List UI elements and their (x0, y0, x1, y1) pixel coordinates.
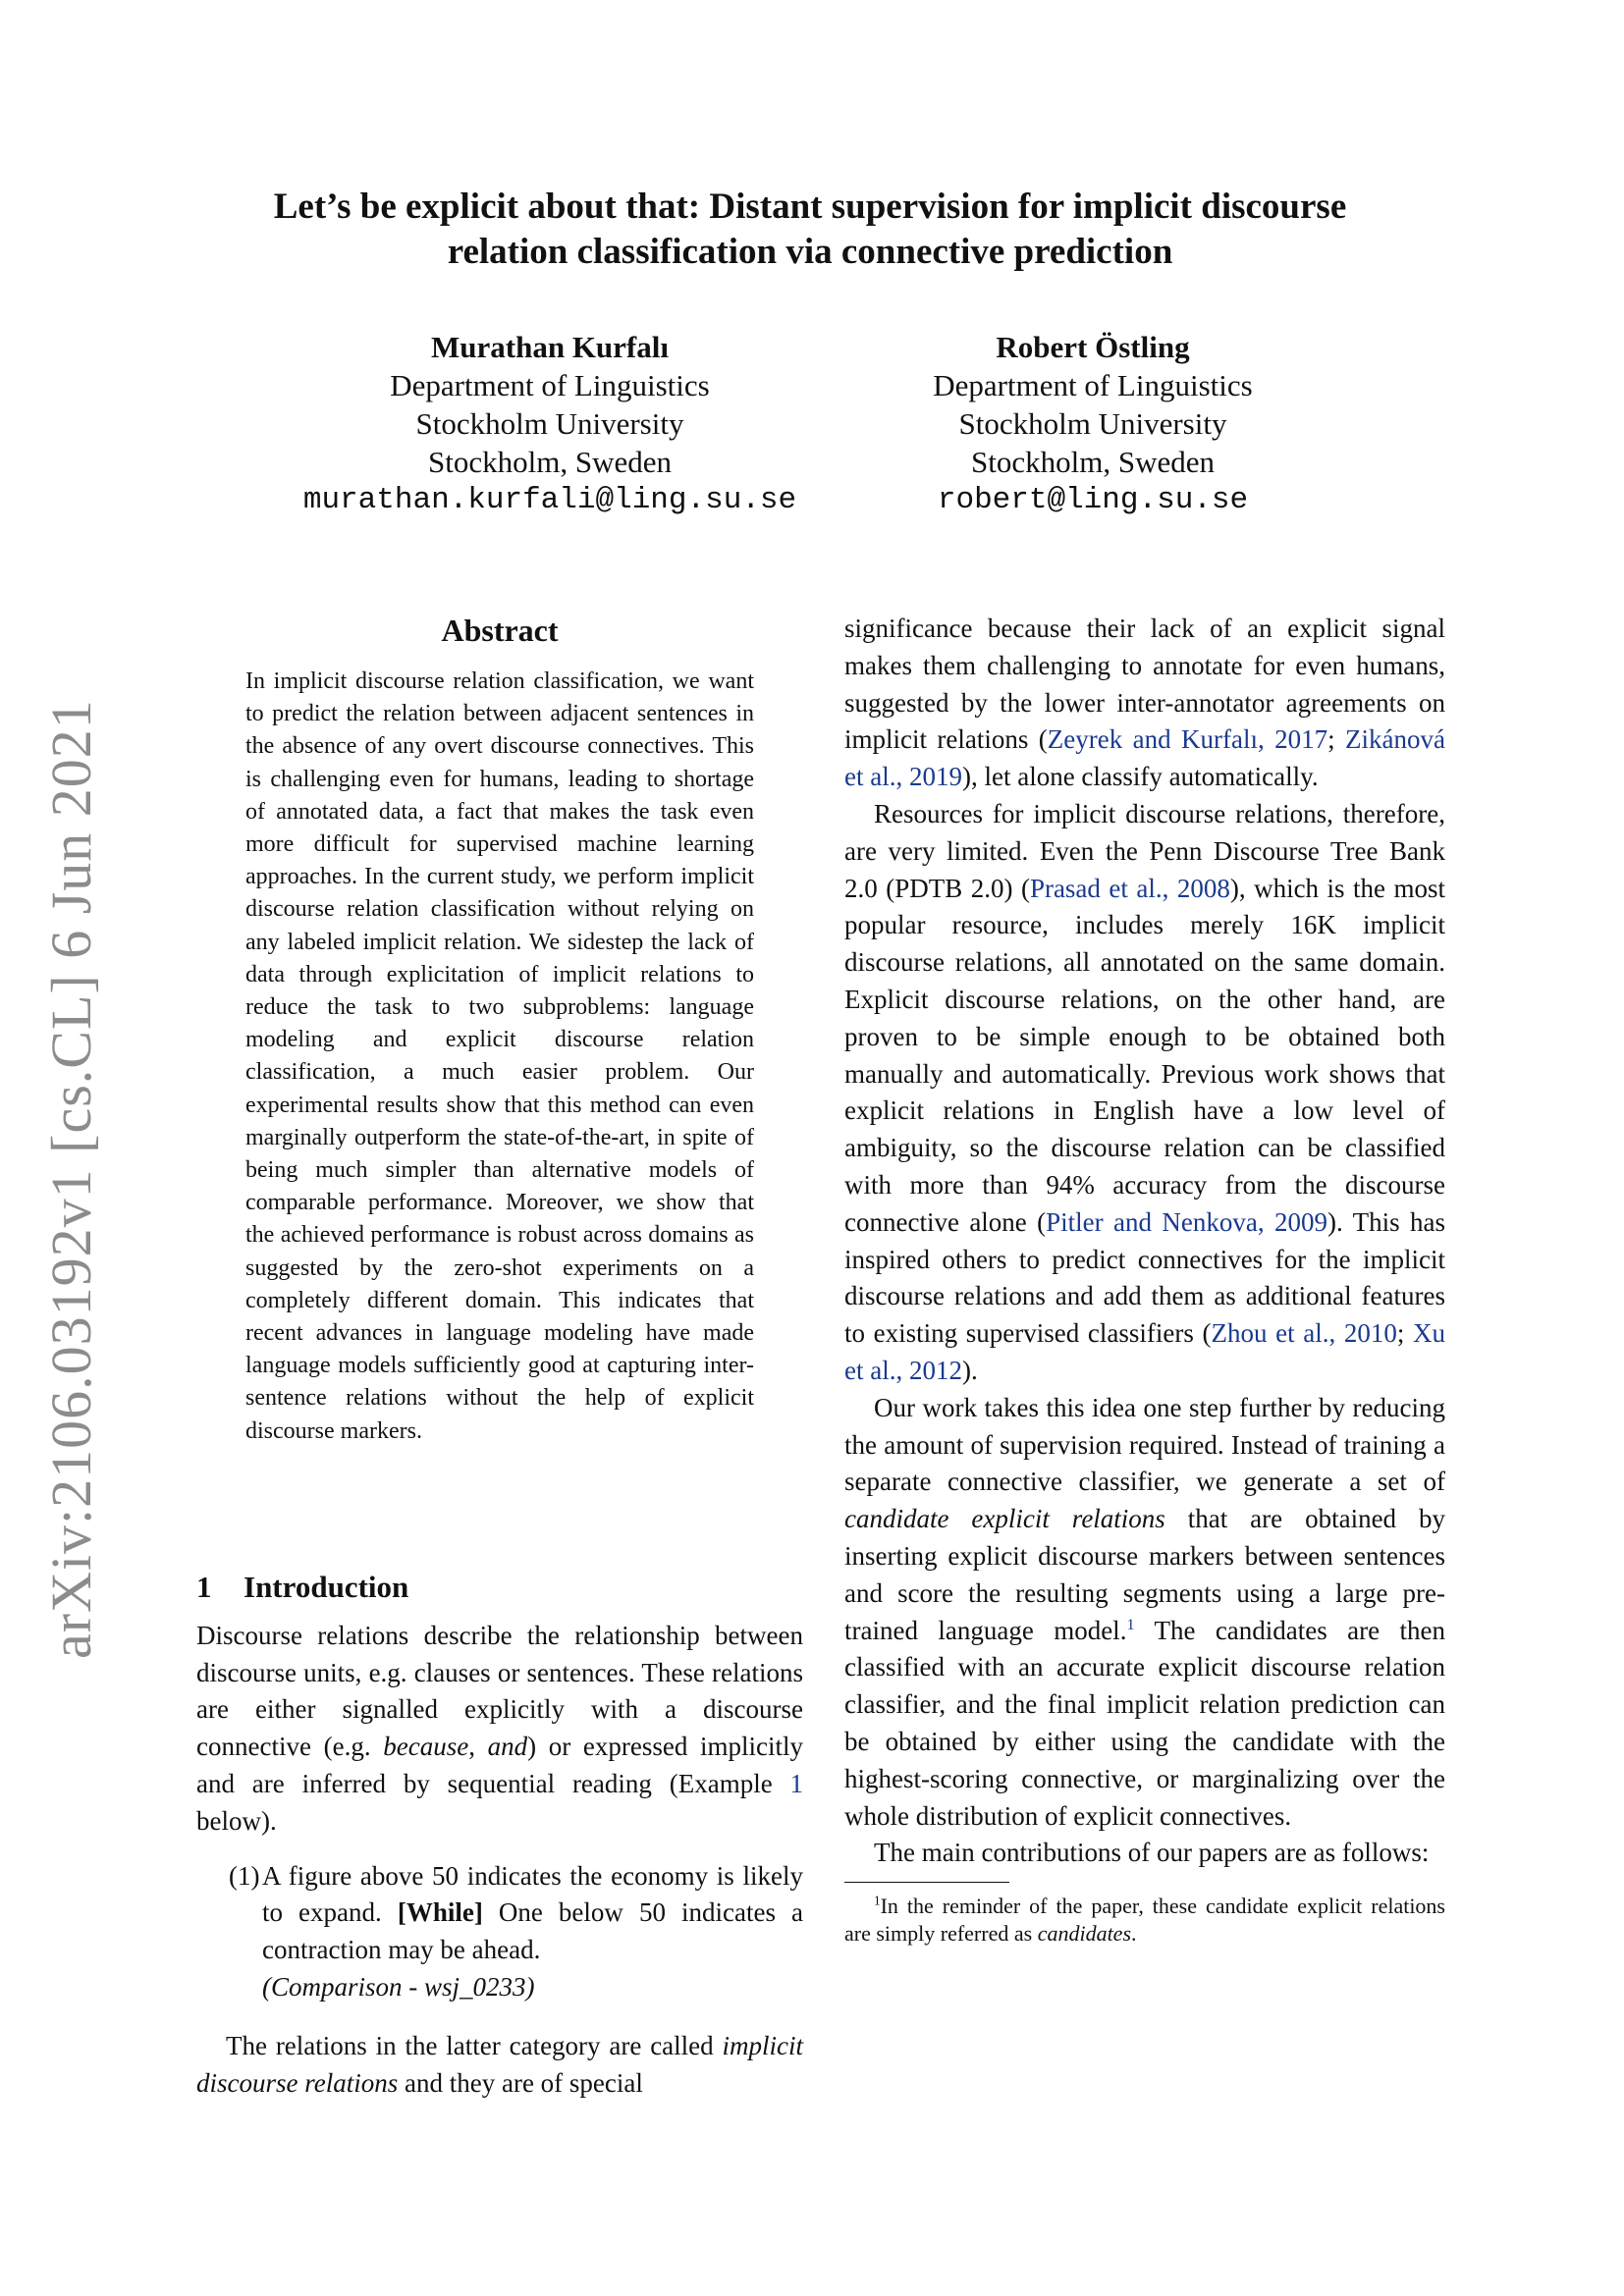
inserted-connective: [While] (397, 1897, 483, 1928)
text-run: The relations in the latter category are called (226, 2030, 723, 2060)
text-run: that are obtained by inserting explicit discourse markers between sentences and score the resulting segments using a large pre-trained language model. (844, 1504, 1445, 1645)
right-paragraph-4: The main contributions of our papers are as follows: (874, 1838, 1430, 1868)
example-number: (1) (229, 1860, 260, 1891)
author-block-1 (245, 328, 854, 519)
author-university: Stockholm University (415, 406, 684, 441)
intro-paragraph-2 (196, 2028, 803, 2103)
title-line-1: Let’s be explicit about that: Distant supervision for implicit discourse (273, 187, 1347, 227)
example-1 (196, 1858, 803, 2006)
citation-link[interactable]: Pitler and Nenkova, 2009 (1046, 1206, 1327, 1237)
section-number: 1 (196, 1570, 212, 1604)
author-department: Department of Linguistics (390, 368, 710, 402)
right-paragraph-1 (844, 611, 1445, 796)
text-run: ) or expressed implicitly and are inferred by sequential reading (Example (196, 1732, 804, 1798)
footnote-marker-link[interactable]: 1 (1126, 1615, 1135, 1633)
citation-link[interactable]: Zhou et al., 2010 (1211, 1318, 1397, 1349)
footnote-1 (844, 1893, 1445, 1948)
citation-link[interactable]: Zeyrek and Kurfalı, 2017 (1047, 724, 1328, 755)
citation-link[interactable]: Prasad et al., 2008 (1029, 873, 1230, 903)
text-run-italic: because (383, 1732, 469, 1762)
text-run: ). This has inspired others to predict connectives for the implicit discourse relations and add them as additional features to existing supervised classifiers ( (844, 1206, 1445, 1349)
section-heading-introduction (196, 1569, 803, 1606)
text-run: . (1131, 1921, 1137, 1947)
author-block-2 (788, 328, 1397, 519)
paper-title (177, 185, 1443, 275)
author-email[interactable]: murathan.kurfali@ling.su.se (302, 483, 797, 517)
example-source: (Comparison - wsj_0233) (262, 1971, 535, 2002)
text-run: ), which is the most popular resource, includes merely 16K implicit discourse relations, all annotated on the same domain. Explicit discourse relations, on the other hand, are proven to be simple enough to be obtained both manually and automatically. Previous work shows that explicit relations in English have a low level of ambiguity, so the discourse relation can be classified with more than 94% accuracy from the discourse connective alone ( (844, 873, 1445, 1237)
text-run: Discourse relations describe the relationship between discourse units, e.g. clauses or sentences. These relations are either signalled explicitly with a discourse connective (e.g. (196, 1620, 803, 1762)
text-run: A figure above 50 indicates the economy is likely to expand. (262, 1860, 803, 1928)
author-name: Robert Östling (996, 330, 1190, 364)
text-run: In the reminder of the paper, these candidate explicit relations are simply referred as (844, 1894, 1445, 1947)
text-run: below). (196, 1805, 277, 1836)
text-run: Resources for implicit discourse relations, therefore, are very limited. Even the Penn Discourse Tree Bank 2.0 (PDTB 2.0) ( (844, 798, 1445, 903)
section-title: Introduction (244, 1570, 409, 1604)
intro-paragraph-1 (196, 1618, 803, 1841)
citation-link[interactable]: Xu et al., 2012 (844, 1318, 1445, 1385)
text-run-italic: and (487, 1732, 528, 1762)
author-email[interactable]: robert@ling.su.se (937, 483, 1249, 517)
text-run: , (468, 1732, 488, 1762)
footnote-number: 1 (874, 1893, 881, 1908)
text-run: and they are of special (398, 2067, 643, 2098)
text-run: The candidates are then classified with an accurate explicit discourse relation classifier, and the final implicit relation prediction can be obtained by either using the candidate with the highest-scoring connective, or marginalizing over the whole distribution of explicit connectives. (844, 1615, 1445, 1831)
left-column (196, 1569, 803, 2102)
arxiv-identifier: arXiv:2106.03192v1 [cs.CL] 6 Jun 2021 (39, 699, 103, 1659)
author-department: Department of Linguistics (933, 368, 1253, 402)
text-run: ; (1327, 724, 1346, 755)
right-paragraph-3 (844, 1390, 1445, 1836)
text-run-italic: candidate explicit relations (844, 1504, 1165, 1534)
example-reference-link[interactable]: 1 (789, 1768, 803, 1798)
text-run: ). (961, 1355, 978, 1385)
abstract-text: In implicit discourse relation classification, we want to predict the relation between adjacent sentences in the absence of any overt discourse connectives. This is challenging even for humans, leading to shortage of annotated data, a fact that makes the task even more difficult for supervised machine learning approaches. In the current study, we perform implicit discourse relation classification without relying on any labeled implicit relation. We sidestep the lack of data through explicitation of implicit relations to reduce the task to two subproblems: language modeling and explicit discourse relation classification, a much easier problem. Our experimental results show that this method can even marginally outperform the state-of-the-art, in spite of being much simpler than alternative models of comparable performance. Moreover, we show that the achieved performance is robust across domains as suggested by the zero-shot experiments on a completely different domain. This indicates that recent advances in language modeling have made language models sufficiently good at capturing inter-sentence relations without the help of explicit discourse markers. (245, 668, 754, 1444)
footnote-divider (844, 1882, 1009, 1883)
author-name: Murathan Kurfalı (431, 330, 669, 364)
text-run: One below 50 indicates a contraction may be ahead. (262, 1897, 803, 1965)
abstract-heading: Abstract (441, 613, 559, 648)
example-body (262, 1858, 803, 2006)
author-location: Stockholm, Sweden (428, 445, 672, 479)
text-run-italic: implicit discourse relations (196, 2030, 803, 2098)
author-location: Stockholm, Sweden (971, 445, 1215, 479)
text-run: ; (1396, 1318, 1413, 1349)
right-column (844, 611, 1445, 1948)
right-paragraph-2 (844, 796, 1445, 1390)
title-line-2: relation classification via connective prediction (447, 232, 1173, 272)
text-run: ), let alone classify automatically. (961, 762, 1319, 792)
text-run-italic: candidates (1037, 1921, 1132, 1947)
author-university: Stockholm University (958, 406, 1227, 441)
citation-link[interactable]: Zikánová et al., 2019 (844, 724, 1445, 792)
text-run: significance because their lack of an explicit signal makes them challenging to annotate for even humans, suggested by the lower inter-annotator agreements on implicit relations ( (844, 614, 1445, 755)
text-run: Our work takes this idea one step further by reducing the amount of supervision required. Instead of training a separate connective classifier, we generate a set of (844, 1392, 1445, 1497)
